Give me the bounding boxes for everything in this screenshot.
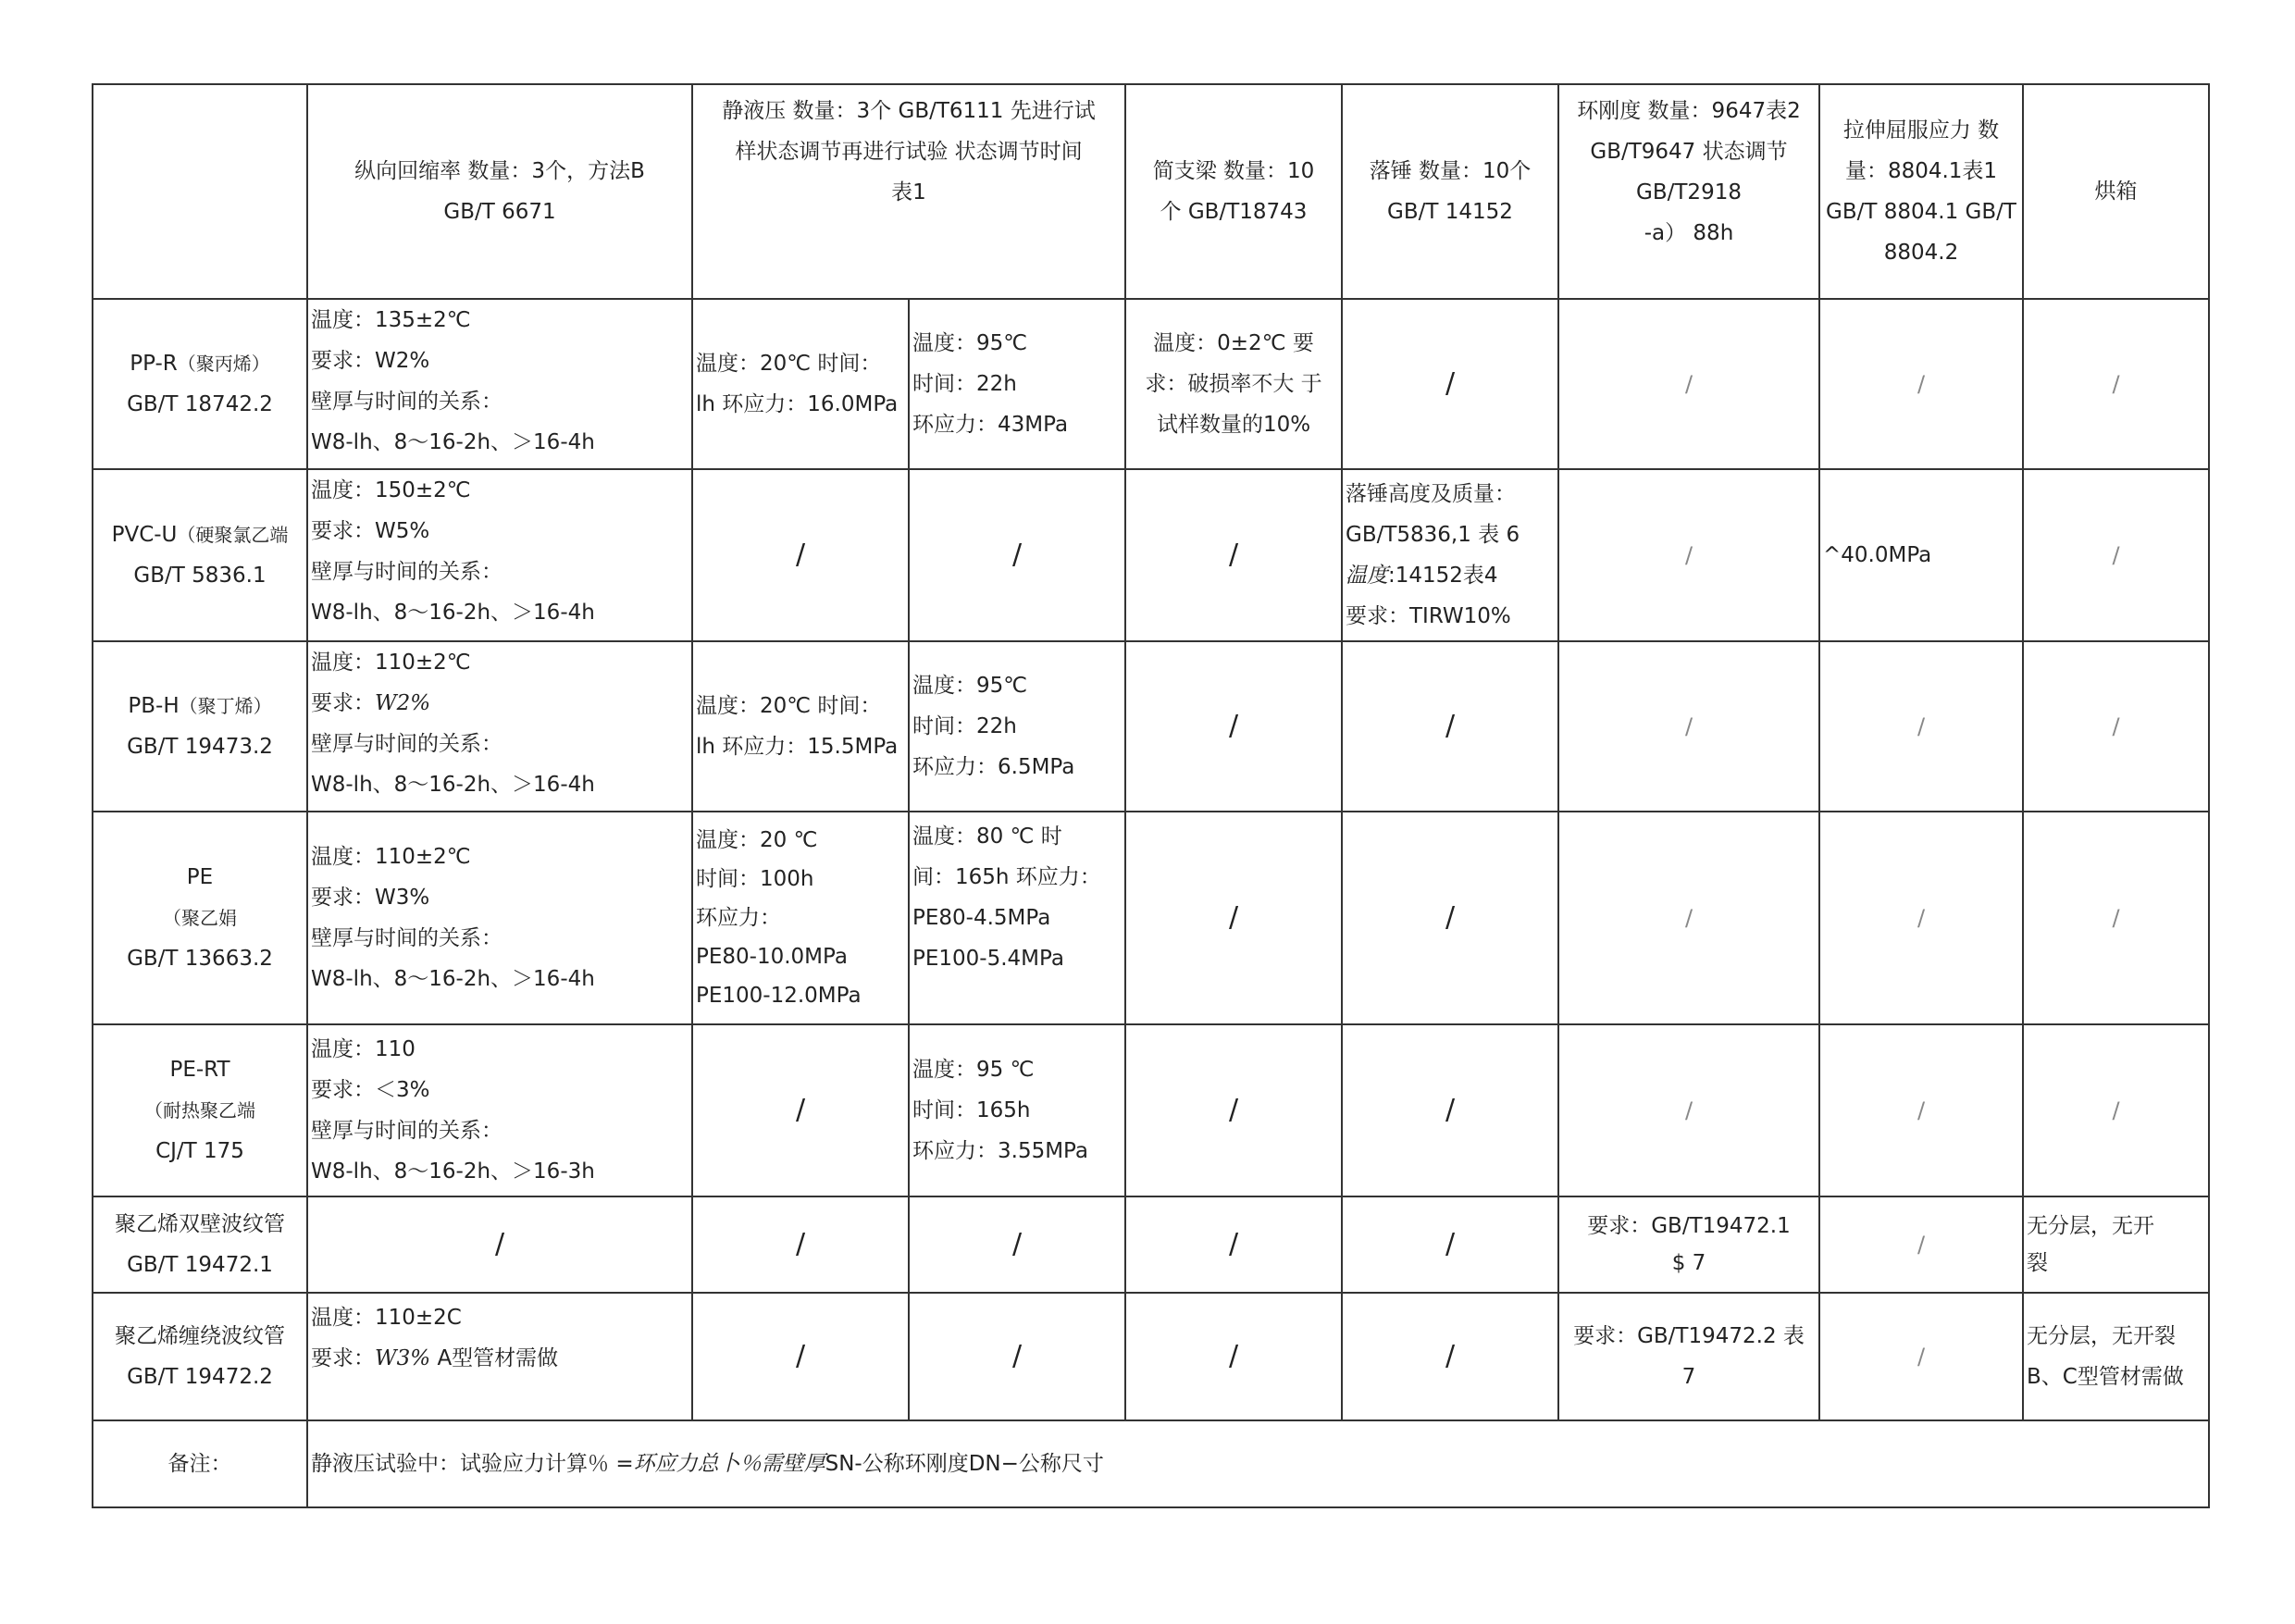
requirements-table (92, 83, 2210, 1508)
shrink-line: 温度：110±2C (311, 1306, 462, 1330)
header-blank (93, 84, 307, 299)
material-name: 聚乙烯双壁波纹管 (115, 1212, 285, 1236)
hydro-long-cell: / (909, 1196, 1125, 1293)
oven-cell (2023, 1293, 2209, 1420)
material-note: （聚丙烯） (177, 353, 270, 375)
header-tensile-line: 8804.2 (1883, 241, 1959, 265)
row-wound (93, 1293, 2209, 1420)
header-hydro-line: 样状态调节再进行试验 状态调节时间 (735, 140, 1083, 164)
tensile-cell: / (1819, 1024, 2023, 1196)
shrink-line: W8-lh、8〜16-2h、＞16-4h (311, 773, 595, 797)
shrink-cell (307, 469, 692, 641)
material-name: PB-H (128, 694, 180, 718)
ring-cell (1558, 1196, 1819, 1293)
header-ring-line: GB/T2918 (1636, 180, 1742, 205)
ring-line: 要求：GB/T19472.1 (1587, 1214, 1791, 1238)
hydro-line: PE80-4.5MPa (912, 906, 1051, 930)
material-name: PP-R (130, 352, 178, 376)
hammer-line: 落锤高度及质量： (1346, 482, 1516, 506)
hydro-line: 温度：95 ℃ (912, 1058, 1035, 1082)
hydro-line: PE100-12.0MPa (696, 984, 862, 1008)
shrink-line: 温度：110 (311, 1037, 416, 1061)
beam-cell: / (1125, 641, 1342, 812)
header-oven: 烘箱 (2023, 84, 2209, 299)
ring-cell (1558, 1293, 1819, 1420)
material-cell (93, 812, 307, 1024)
hydro-line: 温度：20℃ 时间： (696, 352, 882, 376)
material-note: （硬聚氯乙端 (177, 524, 289, 546)
shrink-line: 壁厚与时间的关系： (311, 1119, 502, 1143)
hydro-line: 时间：22h (912, 372, 1017, 396)
shrink-line: 温度：135±2℃ (311, 308, 471, 332)
shrink-cell (307, 641, 692, 812)
hammer-cell (1342, 469, 1558, 641)
row-double-wall (93, 1196, 2209, 1293)
header-ring-line: GB/T9647 状态调节 (1590, 140, 1788, 164)
beam-cell: / (1125, 1024, 1342, 1196)
hydro-line: 温度：20 ℃ (696, 828, 818, 852)
hydro-long-cell (909, 812, 1125, 1024)
hydro-line: lh 环应力：16.0MPa (696, 392, 899, 416)
hammer-line: :14152表4 (1388, 564, 1498, 588)
hydro-line: 环应力：3.55MPa (912, 1139, 1088, 1163)
shrink-line: 要求：W5% (311, 519, 430, 543)
tensile-cell: ^40.0MPa (1819, 469, 2023, 641)
oven-line: 裂 (2027, 1251, 2048, 1275)
hammer-cell: / (1342, 812, 1558, 1024)
shrink-line: 壁厚与时间的关系： (311, 390, 502, 414)
ring-cell: / (1558, 1024, 1819, 1196)
shrink-line: 要求： (311, 1346, 375, 1370)
header-beam-line: 个 GB/T18743 (1160, 200, 1308, 224)
test-requirements-sheet (92, 83, 2208, 1508)
material-note: （耐热聚乙端 (144, 1099, 255, 1122)
shrink-line: 要求： (311, 691, 375, 715)
material-standard: GB/T 19473.2 (127, 735, 273, 759)
hammer-cell: / (1342, 641, 1558, 812)
hydro-short-cell: / (692, 469, 909, 641)
beam-line: 求：破损率不大 于 (1145, 372, 1322, 396)
oven-cell: / (2023, 469, 2209, 641)
header-hydro-line: 静液压 数量：3个 GB/T6111 先进行试 (722, 99, 1096, 123)
shrink-line-italic: W2% (375, 691, 431, 715)
ring-line: 要求：GB/T19472.2 表 (1573, 1324, 1805, 1348)
hydro-short-cell: / (692, 1293, 909, 1420)
oven-line: 无分层，无开 (2027, 1214, 2154, 1238)
header-tensile-line: 量：8804.1表1 (1844, 159, 1998, 183)
hydro-line: 环应力：6.5MPa (912, 755, 1075, 779)
header-row (93, 84, 2209, 299)
tensile-cell: / (1819, 1293, 2023, 1420)
hydro-short-cell (692, 812, 909, 1024)
material-cell (93, 1196, 307, 1293)
row-pvcu (93, 469, 2209, 641)
material-standard: GB/T 13663.2 (127, 947, 273, 971)
hydro-long-cell (909, 299, 1125, 469)
material-standard: GB/T 5836.1 (133, 564, 267, 588)
hammer-cell: / (1342, 1196, 1558, 1293)
oven-cell: / (2023, 812, 2209, 1024)
material-cell (93, 1293, 307, 1420)
header-ring (1558, 84, 1819, 299)
shrink-cell (307, 299, 692, 469)
material-note: （聚乙娟 (163, 907, 237, 929)
remark-text-a: 静液压试验中：试验应力计算％ (311, 1452, 616, 1476)
hydro-line: lh 环应力：15.5MPa (696, 735, 899, 759)
hydro-short-cell (692, 641, 909, 812)
header-shrink (307, 84, 692, 299)
beam-cell: / (1125, 469, 1342, 641)
row-pbh (93, 641, 2209, 812)
material-standard: GB/T 18742.2 (127, 392, 273, 416)
shrink-line: W8-lh、8〜16-2h、＞16-4h (311, 967, 595, 991)
shrink-line: 壁厚与时间的关系： (311, 560, 502, 584)
hydro-line: 时间：100h (696, 867, 814, 891)
material-name: PE-RT (169, 1058, 230, 1082)
material-name: PVC-U (111, 523, 178, 547)
beam-cell (1125, 299, 1342, 469)
hydro-long-cell: / (909, 1293, 1125, 1420)
shrink-cell: / (307, 1196, 692, 1293)
row-ppr (93, 299, 2209, 469)
hydro-line: 时间：22h (912, 714, 1017, 738)
oven-cell: / (2023, 299, 2209, 469)
hydro-line: 环应力：43MPa (912, 413, 1069, 437)
oven-cell: / (2023, 1024, 2209, 1196)
header-shrink-line: GB/T 6671 (443, 200, 556, 224)
hydro-short-cell: / (692, 1196, 909, 1293)
hydro-long-cell (909, 641, 1125, 812)
hydro-line: 环应力： (696, 906, 781, 930)
remark-text (307, 1420, 2209, 1507)
hydro-long-cell: / (909, 469, 1125, 641)
hydro-line: 温度：80 ℃ 时 (912, 824, 1062, 849)
shrink-line: W8-lh、8〜16-2h、＞16-4h (311, 601, 595, 625)
header-shrink-line: 纵向回缩率 数量：3个，方法B (354, 159, 645, 183)
hammer-cell: / (1342, 1024, 1558, 1196)
shrink-line: 要求：W2% (311, 349, 430, 373)
shrink-cell (307, 1293, 692, 1420)
remark-label: 备注： (93, 1420, 307, 1507)
ring-cell: / (1558, 299, 1819, 469)
ring-cell: / (1558, 812, 1819, 1024)
shrink-line: W8-lh、8〜16-2h、＞16-4h (311, 430, 595, 454)
shrink-line: W8-lh、8〜16-2h、＞16-3h (311, 1159, 595, 1184)
shrink-line: 壁厚与时间的关系： (311, 732, 502, 756)
tensile-cell: / (1819, 641, 2023, 812)
header-beam (1125, 84, 1342, 299)
shrink-line: 要求：W3% (311, 886, 430, 910)
hydro-short-cell (692, 299, 909, 469)
hammer-cell: / (1342, 299, 1558, 469)
header-tensile-line: GB/T 8804.1 GB/T (1826, 200, 2016, 224)
shrink-line: A型管材需做 (430, 1346, 559, 1370)
beam-line: 温度：0±2℃ 要 (1153, 331, 1314, 355)
material-cell (93, 641, 307, 812)
material-cell (93, 469, 307, 641)
header-hammer-line: 落锤 数量：10个 (1369, 159, 1532, 183)
material-name: 聚乙烯缠绕波纹管 (115, 1324, 285, 1348)
remark-text-c: SN-公称环刚度DN−公称尺寸 (825, 1452, 1104, 1476)
material-standard: GB/T 19472.1 (127, 1253, 273, 1277)
hydro-line: 温度：95℃ (912, 331, 1028, 355)
beam-cell: / (1125, 812, 1342, 1024)
shrink-cell (307, 812, 692, 1024)
oven-line: 无分层，无开裂 (2027, 1324, 2176, 1348)
hydro-line: PE100-5.4MPa (912, 947, 1064, 971)
oven-cell (2023, 1196, 2209, 1293)
hammer-line-italic: 温度 (1346, 564, 1388, 588)
header-hammer-line: GB/T 14152 (1387, 200, 1513, 224)
hydro-line: 温度：95℃ (912, 674, 1028, 698)
hammer-cell: / (1342, 1293, 1558, 1420)
header-ring-line: 环刚度 数量：9647表2 (1577, 99, 1801, 123)
material-note: （聚丁烯） (179, 695, 272, 717)
hydro-long-cell (909, 1024, 1125, 1196)
material-cell (93, 1024, 307, 1196)
shrink-line: 温度：150±2℃ (311, 478, 471, 502)
oven-cell: / (2023, 641, 2209, 812)
shrink-line: 要求：＜3% (311, 1078, 430, 1102)
shrink-cell (307, 1024, 692, 1196)
tensile-cell: / (1819, 812, 2023, 1024)
material-standard: GB/T 19472.2 (127, 1365, 273, 1389)
beam-line: 试样数量的10% (1156, 413, 1311, 437)
beam-cell: / (1125, 1196, 1342, 1293)
hydro-line: 温度：20℃ 时间： (696, 694, 882, 718)
beam-cell: / (1125, 1293, 1342, 1420)
row-pert (93, 1024, 2209, 1196)
tensile-cell: / (1819, 299, 2023, 469)
hydro-line: PE80-10.0MPa (696, 945, 848, 969)
remark-text-b: =环应力总卜％需壁厚 (615, 1452, 825, 1476)
header-hydro-line: 表1 (891, 180, 926, 205)
remark-row (93, 1420, 2209, 1507)
header-hammer (1342, 84, 1558, 299)
hydro-short-cell: / (692, 1024, 909, 1196)
ring-line: 7 (1681, 1365, 1696, 1389)
row-pe (93, 812, 2209, 1024)
material-cell (93, 299, 307, 469)
header-beam-line: 简支梁 数量：10 (1152, 159, 1315, 183)
hammer-line: 要求：TIRW10% (1346, 604, 1511, 628)
ring-cell: / (1558, 469, 1819, 641)
header-tensile-line: 拉伸屈服应力 数 (1842, 118, 2000, 143)
header-hydro (692, 84, 1125, 299)
ring-line: $ 7 (1671, 1251, 1706, 1275)
shrink-line: 温度：110±2℃ (311, 651, 471, 675)
shrink-line: 温度：110±2℃ (311, 845, 471, 869)
tensile-cell: / (1819, 1196, 2023, 1293)
ring-cell: / (1558, 641, 1819, 812)
header-tensile (1819, 84, 2023, 299)
shrink-line: 壁厚与时间的关系： (311, 926, 502, 950)
header-ring-line: -a） 88h (1644, 221, 1734, 245)
hydro-line: 时间：165h (912, 1098, 1031, 1122)
hydro-line: 间：165h 环应力： (912, 865, 1101, 889)
shrink-line-italic: W3% (375, 1346, 431, 1370)
material-standard: CJ/T 175 (155, 1139, 244, 1163)
material-name: PE (186, 865, 214, 889)
oven-line: B、C型管材需做 (2027, 1365, 2184, 1389)
hammer-line: GB/T5836,1 表 6 (1346, 523, 1520, 547)
